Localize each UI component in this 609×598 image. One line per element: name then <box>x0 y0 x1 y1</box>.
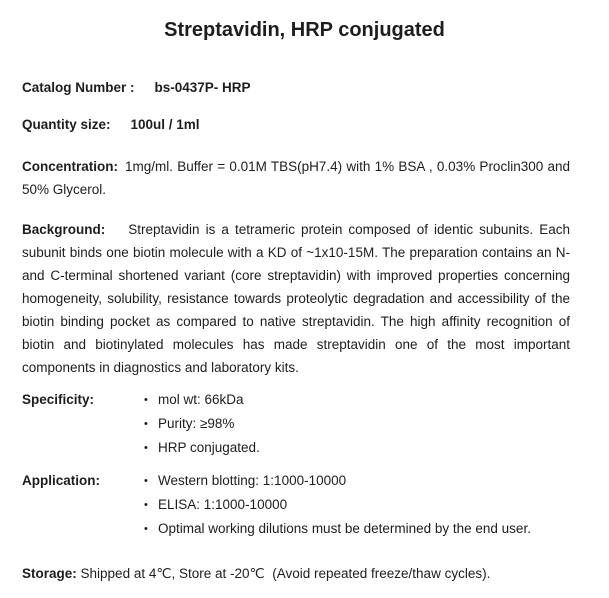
storage-label: Storage: <box>22 566 77 581</box>
catalog-number-row <box>22 79 570 96</box>
concentration-text: 1mg/ml. Buffer = 0.01M TBS(pH7.4) with 1% BSA , 0.03% Proclin300 and 50% Glycerol. <box>22 159 570 197</box>
list-item <box>144 388 570 412</box>
list-item <box>144 493 570 517</box>
specificity-item-hrp: HRP conjugated. <box>158 440 260 455</box>
background-label: Background: <box>22 222 106 237</box>
application-item-western-blotting: Western blotting: 1:1000-10000 <box>158 473 347 488</box>
specificity-item-purity: Purity: ≥98% <box>158 416 235 431</box>
list-item <box>144 412 570 436</box>
page-title: Streptavidin, HRP conjugated <box>164 19 445 41</box>
specificity-label: Specificity: <box>22 392 95 407</box>
background-text: Streptavidin is a tetrameric protein composed of identic subunits. Each subunit binds one biotin molecule with a KD of ~1x10-15M. The preparation contains an N- and C-terminal shortened variant (core streptavidin) with improved properties concerning homogeneity, solubility, resistance towards proteolytic degradation and accessibility of the biotin binding pocket as compared to native streptavidin. The high affinity recognition of biotin and biotinylated molecules has made streptavidin one of the most important components in diagnostics and laboratory kits. <box>22 222 570 375</box>
catalog-number-value: bs-0437P- HRP <box>154 80 251 95</box>
specificity-section <box>22 388 570 460</box>
quantity-size-value: 100ul / 1ml <box>130 117 200 132</box>
storage-text: Shipped at 4℃, Store at -20℃ (Avoid repeated freeze/thaw cycles). <box>80 566 491 581</box>
application-item-dilutions: Optimal working dilutions must be determined by the end user. <box>158 521 531 536</box>
application-section <box>22 469 570 541</box>
application-label: Application: <box>22 473 100 488</box>
concentration-paragraph <box>22 155 570 201</box>
quantity-size-row <box>22 116 570 133</box>
quantity-size-label: Quantity size: <box>22 117 111 132</box>
application-list <box>144 469 570 541</box>
concentration-label: Concentration: <box>22 159 118 174</box>
application-item-elisa: ELISA: 1:1000-10000 <box>158 497 288 512</box>
storage-line <box>22 562 570 585</box>
specificity-item-mol-wt: mol wt: 66kDa <box>158 392 244 407</box>
catalog-number-label: Catalog Number : <box>22 80 135 95</box>
specificity-list <box>144 388 570 460</box>
list-item <box>144 517 570 541</box>
list-item <box>144 469 570 493</box>
list-item <box>144 436 570 460</box>
background-paragraph <box>22 218 570 379</box>
